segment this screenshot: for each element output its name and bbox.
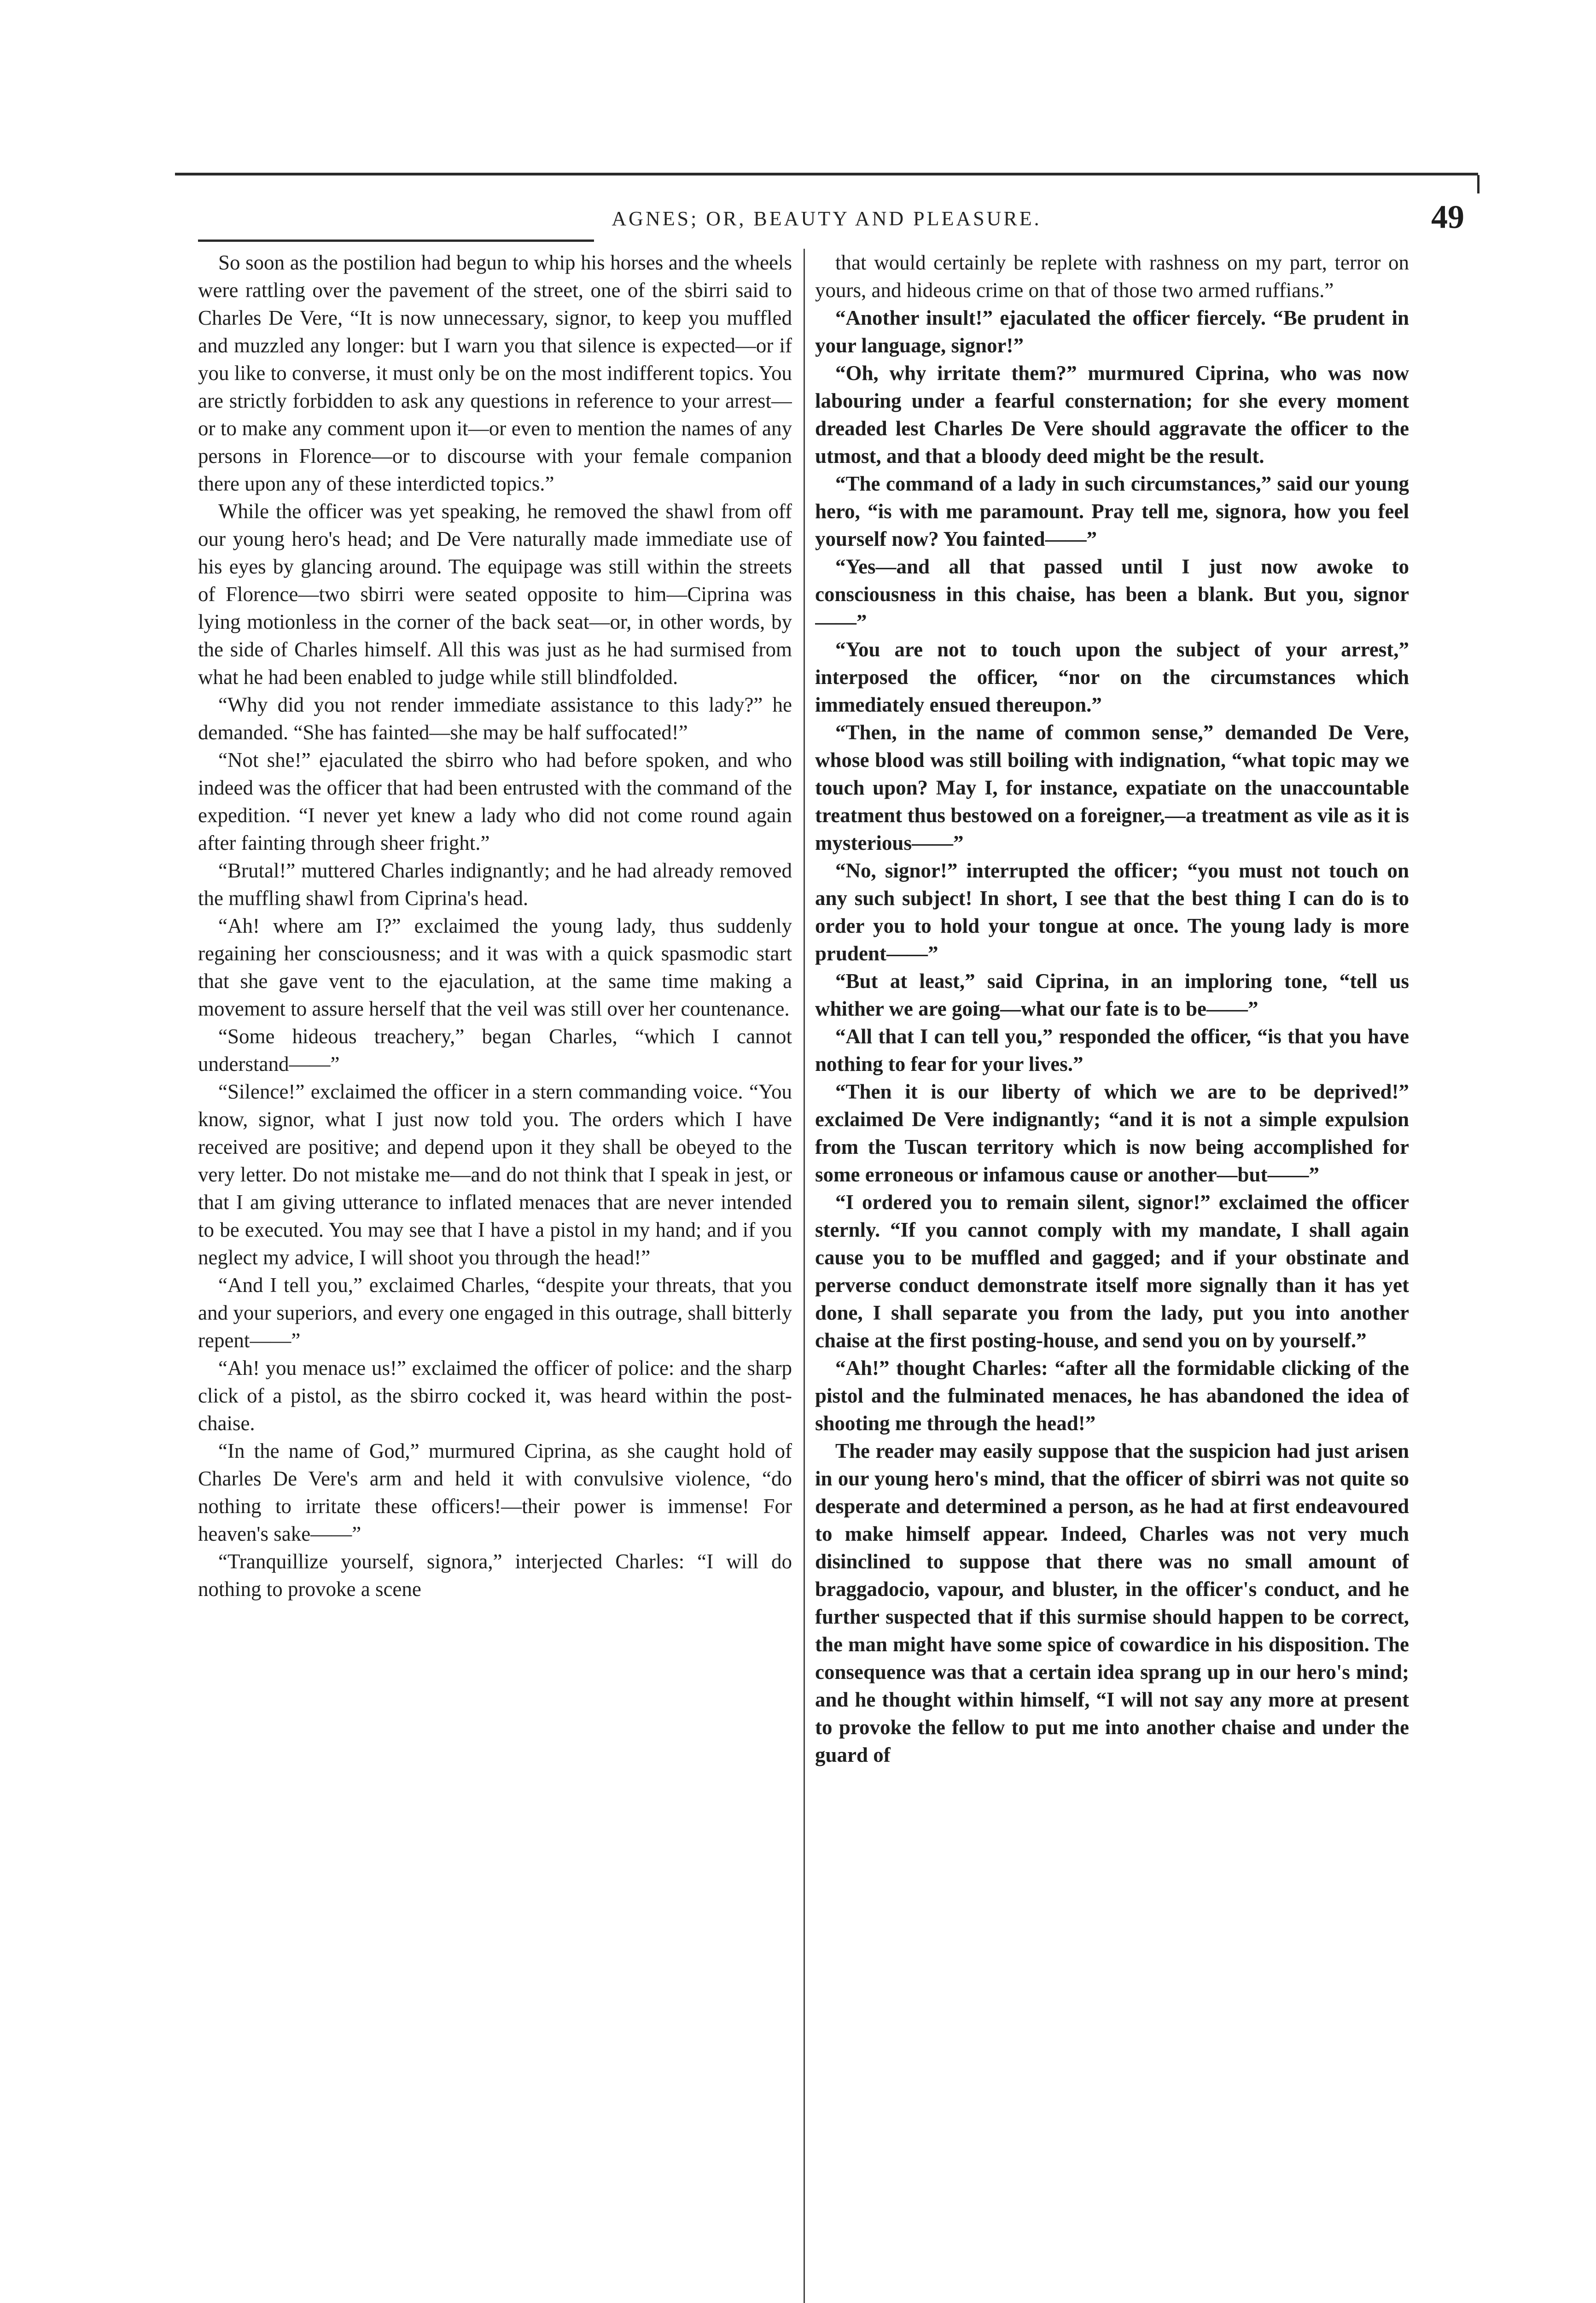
paragraph: “Yes—and all that passed until I just now awoke to consciousness in this chaise, has been a blank. But you, signor——” [815, 555, 1409, 633]
paragraph: “Ah! you menace us!” exclaimed the officer of police: and the sharp click of a pistol, as the sbirro cocked it, was heard within the post-chaise. [198, 1356, 792, 1435]
paragraph: “Another insult!” ejaculated the officer fiercely. “Be prudent in your language, signor!” [815, 306, 1409, 357]
column-rule [804, 249, 805, 2303]
paragraph: “All that I can tell you,” responded the officer, “is that you have nothing to fear for your lives.” [815, 1025, 1409, 1076]
top-rule-end [1477, 175, 1480, 193]
paragraph: “Then it is our liberty of which we are to be deprived!” exclaimed De Vere indignantly; “and it is not a simple expulsion from the Tuscan territory which is now being accomplished for some erroneous or infamous cause or another—but——” [815, 1080, 1409, 1186]
paragraph: “But at least,” said Ciprina, in an imploring tone, “tell us whither we are going—what our fate is to be——” [815, 970, 1409, 1020]
paragraph: “And I tell you,” exclaimed Charles, “despite your threats, that you and your superiors, and every one engaged in this outrage, shall bitterly repent——” [198, 1274, 792, 1352]
right-column [815, 249, 1409, 2303]
paragraph: The reader may easily suppose that the suspicion had just arisen in our young hero's mind, that the officer of sbirri was not quite so desperate and determined a person, as he had at first endeavoured to make himself appear. Indeed, Charles was not very much disinclined to suppose that there was no small amount of braggadocio, vapour, and bluster, in the officer's conduct, and he further suspected that if this surmise should happen to be correct, the man might have some spice of cowardice in his disposition. The consequence was that a certain idea sprang up in our hero's mind; and he thought within himself, “I will not say any more at present to provoke the fellow to put me into another chaise and under the guard of [815, 1439, 1409, 1766]
paragraph: “You are not to touch upon the subject of your arrest,” interposed the officer, “nor on the circumstances which immediately ensued thereupon.” [815, 638, 1409, 716]
paragraph: that would certainly be replete with rashness on my part, terror on yours, and hideous crime on that of those two armed ruffians.” [815, 251, 1409, 302]
paragraph: So soon as the postilion had begun to whip his horses and the wheels were rattling over the pavement of the street, one of the sbirri said to Charles De Vere, “It is now unnecessary, signor, to keep you muffled and muzzled any longer: but I warn you that silence is expected—or if you like to converse, it must only be on the most indifferent topics. You are strictly forbidden to ask any questions in reference to your arrest—or to make any comment upon it—or even to mention the names of any persons in Florence—or to discourse with your female companion there upon any of these interdicted topics.” [198, 251, 792, 495]
paragraph: “Then, in the name of common sense,” demanded De Vere, whose blood was still boiling with indignation, “what topic may we touch upon? May I, for instance, expatiate on the unaccountable treatment thus bestowed on a foreigner,—a treatment as vile as it is mysterious——” [815, 721, 1409, 854]
paragraph: “Ah! where am I?” exclaimed the young lady, thus suddenly regaining her consciousness; and it was with a quick spasmodic start that she gave vent to the ejaculation, at the same time making a movement to assure herself that the veil was still over her countenance. [198, 914, 792, 1020]
paragraph: “I ordered you to remain silent, signor!” exclaimed the officer sternly. “If you cannot comply with my mandate, I shall again cause you to be muffled and gagged; and if your obstinate and perverse conduct demonstrate itself more signally than it has yet done, I shall separate you from the lady, put you into another chaise at the first posting-house, and send you on by yourself.” [815, 1191, 1409, 1352]
page-number: 49 [1431, 199, 1464, 235]
paragraph: “Tranquillize yourself, signora,” interjected Charles: “I will do nothing to provoke a scene [198, 1550, 792, 1601]
paragraph: “Ah!” thought Charles: “after all the formidable clicking of the pistol and the fulminated menaces, he has abandoned the idea of shooting me through the head!” [815, 1356, 1409, 1435]
paragraph: “The command of a lady in such circumstances,” said our young hero, “is with me paramount. Pray tell me, signora, how you feel yourself now? You fainted——” [815, 472, 1409, 550]
paragraph: “Some hideous treachery,” began Charles, “which I cannot understand——” [198, 1025, 792, 1076]
header-rule [198, 240, 594, 242]
left-column [198, 249, 792, 2303]
paragraph: “Not she!” ejaculated the sbirro who had before spoken, and who indeed was the officer that had been entrusted with the command of the expedition. “I never yet knew a lady who did not come round again after fainting through sheer fright.” [198, 748, 792, 854]
paragraph: While the officer was yet speaking, he removed the shawl from off our young hero's head; and De Vere naturally made immediate use of his eyes by glancing around. The equipage was still within the streets of Florence—two sbirri were seated opposite to him—Ciprina was lying motionless in the corner of the back seat—or, in other words, by the side of Charles himself. All this was just as he had surmised from what he had been enabled to judge while still blindfolded. [198, 500, 792, 689]
running-head: AGNES; OR, BEAUTY AND PLEASURE. [612, 207, 1042, 230]
top-rule [175, 173, 1478, 175]
paragraph: “In the name of God,” murmured Ciprina, as she caught hold of Charles De Vere's arm and held it with convulsive violence, “do nothing to irritate these officers!—their power is immense! For heaven's sake——” [198, 1439, 792, 1545]
paragraph: “Silence!” exclaimed the officer in a stern commanding voice. “You know, signor, what I just now told you. The orders which I have received are positive; and depend upon it they shall be obeyed to the very letter. Do not mistake me—and do not think that I speak in jest, or that I am giving utterance to inflated menaces that are never intended to be executed. You may see that I have a pistol in my hand; and if you neglect my advice, I will shoot you through the head!” [198, 1080, 792, 1269]
paragraph: “Oh, why irritate them?” murmured Ciprina, who was now labouring under a fearful consternation; for she every moment dreaded lest Charles De Vere should aggravate the officer to the utmost, and that a bloody deed might be the result. [815, 362, 1409, 468]
paragraph: “Why did you not render immediate assistance to this lady?” he demanded. “She has fainted—she may be half suffocated!” [198, 693, 792, 744]
paragraph: “No, signor!” interrupted the officer; “you must not touch on any such subject! In short, I see that the best thing I can do is to order you to hold your tongue at once. The young lady is more prudent——” [815, 859, 1409, 965]
paragraph: “Brutal!” muttered Charles indignantly; and he had already removed the muffling shawl from Ciprina's head. [198, 859, 792, 910]
page-header [175, 199, 1478, 240]
